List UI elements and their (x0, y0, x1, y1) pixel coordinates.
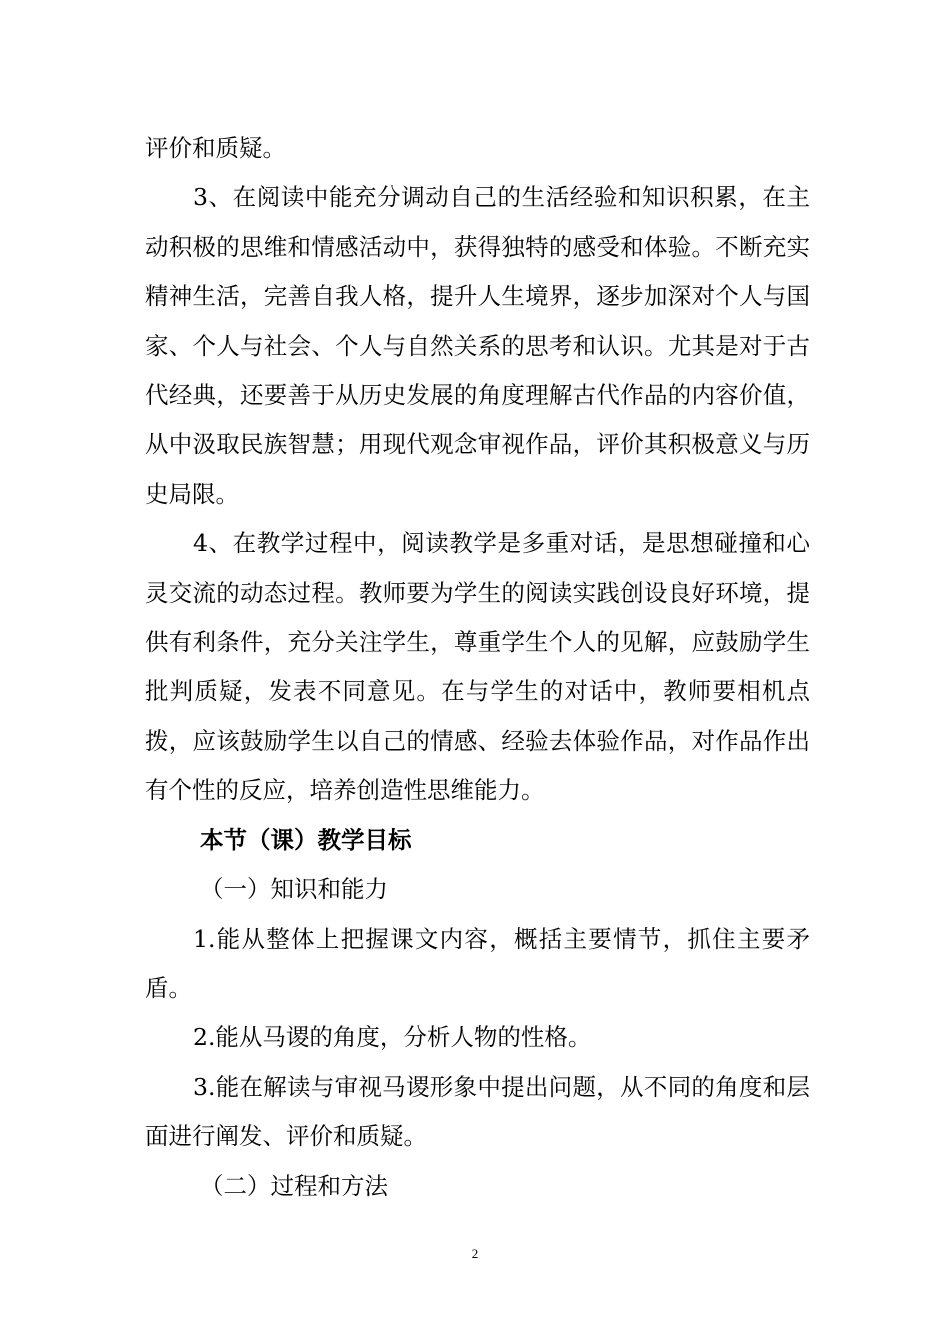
subheading-process: （二）过程和方法 (200, 1171, 388, 1200)
objective-3: 3.能在解读与审视马谡形象中提出问题，从不同的角度和层面进行阐发、评价和质疑。 (145, 1072, 810, 1151)
page-number: 2 (471, 1246, 479, 1261)
paragraph-item-3: 3、在阅读中能充分调动自己的生活经验和知识积累，在主动积极的思维和情感活动中，获得独特的感受和体验。不断充实精神生活，完善自我人格，提升人生境界，逐步加深对个人与国家、个人与社会、个人与自然关系的思考和认识。尤其是对于古代经典，还要善于从历史发展的角度理解古代作品的内容价值，从中汲取民族智慧；用现代观念审视作品，评价其积极意义与历史局限。 (145, 183, 810, 508)
paragraph-item-4: 4、在教学过程中，阅读教学是多重对话，是思想碰撞和心灵交流的动态过程。教师要为学生的阅读实践创设良好环境，提供有利条件，充分关注学生，尊重学生个人的见解，应鼓励学生批判质疑，发表不同意见。在与学生的对话中，教师要相机点拨，应该鼓励学生以自己的情感、经验去体验作品，对作品作出有个性的反应，培养创造性思维能力。 (145, 529, 810, 805)
objective-2: 2.能从马谡的角度，分析人物的性格。 (193, 1023, 592, 1052)
section-heading: 本节（课）教学目标 (200, 825, 412, 854)
document-body (145, 124, 810, 1211)
objective-1: 1.能从整体上把握课文内容，概括主要情节，抓住主要矛盾。 (145, 924, 810, 1002)
paragraph-continuation: 评价和质疑。 (145, 134, 286, 162)
subheading-knowledge: （一）知识和能力 (200, 875, 388, 904)
